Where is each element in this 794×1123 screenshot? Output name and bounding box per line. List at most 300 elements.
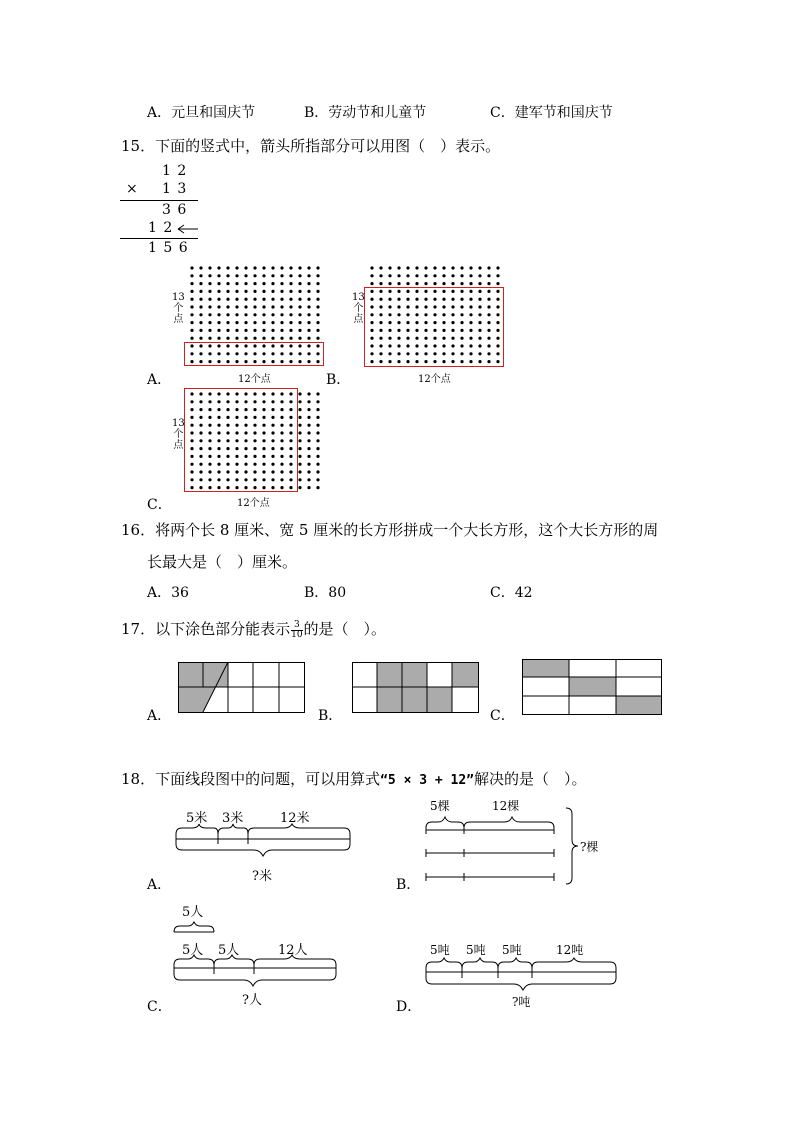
dot — [316, 298, 319, 301]
dot — [298, 400, 301, 403]
dot — [190, 313, 193, 316]
q18-label-a: A． — [147, 877, 172, 893]
option-key: A． — [147, 105, 172, 121]
dot — [424, 282, 427, 285]
dot — [190, 274, 193, 277]
segment-label: 12吨 — [556, 943, 584, 957]
segment-label: 5人 — [182, 943, 204, 958]
dot — [298, 298, 301, 301]
dot — [298, 416, 301, 419]
side-label-c — [172, 418, 185, 451]
dot — [226, 274, 229, 277]
segment-label: 5人 — [182, 905, 204, 920]
segment-label: 5吨 — [430, 943, 450, 957]
dot — [397, 266, 400, 269]
dot — [217, 329, 220, 332]
dot — [262, 321, 265, 324]
dot — [307, 313, 310, 316]
dot — [199, 337, 202, 340]
dot — [316, 400, 319, 403]
vertical-row3: 3 6 — [162, 202, 188, 218]
dot — [307, 274, 310, 277]
dot — [289, 274, 292, 277]
total-label: ?米 — [252, 869, 272, 884]
dot — [415, 274, 418, 277]
dot — [217, 298, 220, 301]
dot — [244, 321, 247, 324]
segment-label: 12米 — [280, 811, 310, 826]
dot — [307, 305, 310, 308]
dot — [235, 329, 238, 332]
total-label: ?棵 — [580, 840, 599, 854]
dot — [298, 424, 301, 427]
total-label: ?吨 — [512, 995, 531, 1009]
segment-label: 3米 — [222, 811, 244, 826]
dot — [244, 313, 247, 316]
dot — [442, 274, 445, 277]
vertical-row4: 1 2 — [148, 220, 174, 236]
dot — [253, 305, 256, 308]
dot — [451, 282, 454, 285]
dot — [226, 282, 229, 285]
dot — [253, 290, 256, 293]
q15-label-b: B． — [326, 372, 351, 388]
dot — [307, 329, 310, 332]
stem-text: 解决的是（ ）。 — [474, 770, 587, 788]
side-label-ge: 个 — [353, 303, 364, 314]
dot — [307, 431, 310, 434]
option-text: 劳动节和儿童节 — [328, 105, 427, 121]
dot — [280, 266, 283, 269]
dot — [379, 274, 382, 277]
dot — [280, 274, 283, 277]
q15-stem: 15．下面的竖式中，箭头所指部分可以用图（ ）表示。 — [121, 137, 501, 155]
dot — [262, 329, 265, 332]
dot — [307, 266, 310, 269]
q18-stem — [121, 768, 587, 789]
dot — [226, 290, 229, 293]
dot — [271, 274, 274, 277]
dot — [271, 266, 274, 269]
dot — [262, 298, 265, 301]
shaded-cell — [616, 696, 662, 715]
dot — [316, 282, 319, 285]
q18-label-c: C． — [147, 999, 172, 1015]
dot — [253, 313, 256, 316]
dot — [496, 274, 499, 277]
dot — [307, 321, 310, 324]
dot — [442, 282, 445, 285]
total-label: ?人 — [242, 993, 262, 1008]
dot — [316, 478, 319, 481]
dot — [316, 439, 319, 442]
dot — [235, 298, 238, 301]
dot — [289, 329, 292, 332]
dot — [226, 329, 229, 332]
dot — [298, 408, 301, 411]
dot — [262, 337, 265, 340]
dot — [379, 282, 382, 285]
q15-label-a: A． — [147, 372, 172, 388]
dot — [217, 313, 220, 316]
option-key: C． — [490, 105, 515, 121]
dot — [316, 463, 319, 466]
dot — [388, 282, 391, 285]
side-label-num: 13 — [172, 292, 185, 303]
option-key: A． — [147, 585, 172, 601]
arrow-left-icon — [176, 222, 200, 236]
q18-diagram-c — [170, 902, 342, 1010]
dot — [307, 282, 310, 285]
dot — [262, 282, 265, 285]
dot — [199, 298, 202, 301]
fraction-numerator: 3 — [291, 621, 302, 631]
dot — [208, 298, 211, 301]
dot — [496, 266, 499, 269]
dot — [235, 274, 238, 277]
dot — [316, 447, 319, 450]
segment-label: 5棵 — [430, 799, 450, 813]
dot — [316, 329, 319, 332]
dot — [469, 266, 472, 269]
segment-label: 5米 — [186, 811, 208, 826]
dot — [190, 305, 193, 308]
q16-stem-line1: 16．将两个长 8 厘米、宽 5 厘米的长方形拼成一个大长方形，这个大长方形的周 — [121, 521, 659, 539]
dot — [217, 266, 220, 269]
dot — [307, 408, 310, 411]
dot — [244, 337, 247, 340]
dot — [253, 321, 256, 324]
q16-stem-line2: 长最大是（ ）厘米。 — [147, 553, 298, 571]
dot — [244, 282, 247, 285]
segment-label: 5吨 — [502, 943, 522, 957]
dot — [217, 305, 220, 308]
dot — [406, 266, 409, 269]
bottom-label-b: 12个点 — [418, 374, 451, 385]
dot — [271, 282, 274, 285]
dot — [316, 337, 319, 340]
dot — [451, 274, 454, 277]
q14-option-a — [147, 102, 255, 122]
dot — [415, 266, 418, 269]
dot — [199, 266, 202, 269]
fraction-denominator: 10 — [291, 629, 303, 640]
dot — [271, 305, 274, 308]
q16-option-b — [304, 582, 346, 602]
side-label-num: 13 — [172, 418, 185, 429]
dot — [316, 274, 319, 277]
dot — [406, 282, 409, 285]
dot — [244, 274, 247, 277]
dot — [442, 266, 445, 269]
dot — [262, 266, 265, 269]
dot — [235, 337, 238, 340]
dot — [388, 266, 391, 269]
dot — [262, 290, 265, 293]
option-text: 42 — [514, 585, 533, 601]
dot — [298, 313, 301, 316]
q18-diagram-d — [420, 938, 624, 1012]
dot — [316, 431, 319, 434]
dot — [307, 392, 310, 395]
q14-option-b — [304, 102, 426, 122]
dot — [307, 400, 310, 403]
dot — [253, 329, 256, 332]
vertical-row2: 1 3 — [162, 181, 188, 197]
shaded-cell — [178, 687, 203, 712]
dot — [235, 321, 238, 324]
dot — [280, 298, 283, 301]
dot — [208, 305, 211, 308]
dot — [316, 305, 319, 308]
q17-label-c: C． — [490, 708, 515, 724]
dot — [262, 274, 265, 277]
bottom-label-c: 12个点 — [237, 498, 270, 509]
dot — [235, 290, 238, 293]
side-label-dian: 点 — [173, 440, 184, 451]
side-label-a — [172, 292, 185, 325]
dot — [478, 274, 481, 277]
q18-label-b: B． — [396, 877, 421, 893]
dot — [316, 416, 319, 419]
dot — [307, 486, 310, 489]
q17-label-b: B． — [318, 708, 343, 724]
dot — [433, 282, 436, 285]
shaded-cell — [452, 662, 478, 687]
dot — [316, 455, 319, 458]
dot — [298, 486, 301, 489]
dot — [208, 274, 211, 277]
side-label-ge: 个 — [173, 429, 184, 440]
dot — [298, 321, 301, 324]
q18-label-d: D． — [396, 999, 422, 1015]
dot — [190, 337, 193, 340]
dot — [253, 337, 256, 340]
q16-option-c — [490, 582, 533, 602]
dot — [316, 392, 319, 395]
shaded-cell — [522, 659, 569, 677]
dot — [298, 329, 301, 332]
dot — [451, 266, 454, 269]
dot — [190, 329, 193, 332]
dot — [217, 321, 220, 324]
dot — [424, 274, 427, 277]
dot — [487, 282, 490, 285]
bottom-label-a: 12个点 — [238, 374, 271, 385]
dot — [298, 463, 301, 466]
dot — [217, 274, 220, 277]
dot — [424, 266, 427, 269]
dot — [190, 266, 193, 269]
dot — [415, 282, 418, 285]
dot — [235, 266, 238, 269]
side-label-dian: 点 — [173, 314, 184, 325]
dot — [280, 329, 283, 332]
dot — [298, 266, 301, 269]
vertical-row5: 1 5 6 — [148, 240, 189, 256]
dot — [262, 305, 265, 308]
highlight-box-c — [184, 388, 298, 492]
q15-label-c: C． — [147, 497, 172, 513]
q17-figure-c — [522, 659, 664, 717]
dot — [460, 266, 463, 269]
dot — [199, 313, 202, 316]
option-text: 80 — [328, 585, 347, 601]
expression: “5 × 3 + 12” — [380, 773, 475, 788]
dot — [289, 290, 292, 293]
vertical-rule-2 — [120, 238, 198, 239]
side-label-b — [352, 292, 365, 325]
dot — [316, 313, 319, 316]
dot — [478, 282, 481, 285]
dot — [307, 439, 310, 442]
dot — [289, 313, 292, 316]
dot — [217, 290, 220, 293]
dot — [253, 266, 256, 269]
dot — [208, 266, 211, 269]
dot — [289, 305, 292, 308]
dot — [280, 290, 283, 293]
dot — [307, 455, 310, 458]
dot — [298, 305, 301, 308]
fraction — [291, 621, 302, 640]
dot — [298, 290, 301, 293]
segment-label: 12棵 — [492, 799, 520, 813]
q17-label-a: A． — [147, 708, 172, 724]
dot — [271, 290, 274, 293]
dot — [253, 298, 256, 301]
dot — [460, 274, 463, 277]
dot — [190, 282, 193, 285]
dot — [208, 329, 211, 332]
dot — [487, 266, 490, 269]
dot — [199, 321, 202, 324]
dot — [271, 337, 274, 340]
dot — [433, 266, 436, 269]
dot — [262, 313, 265, 316]
vertical-row1: 1 2 — [162, 163, 188, 179]
dot — [280, 337, 283, 340]
side-label-ge: 个 — [173, 303, 184, 314]
q18-diagram-b — [420, 796, 620, 888]
dot — [298, 282, 301, 285]
dot — [298, 392, 301, 395]
dot — [226, 305, 229, 308]
dot — [307, 447, 310, 450]
dot — [307, 298, 310, 301]
dot — [190, 290, 193, 293]
dot — [226, 321, 229, 324]
dot — [316, 321, 319, 324]
option-key: B． — [304, 585, 329, 601]
dot — [199, 274, 202, 277]
q17-stem — [121, 618, 386, 640]
dot — [244, 329, 247, 332]
dot — [244, 298, 247, 301]
shaded-cell — [569, 677, 616, 696]
option-text: 建军节和国庆节 — [514, 105, 613, 121]
highlight-box-b — [364, 287, 504, 367]
dot — [316, 408, 319, 411]
dot — [298, 337, 301, 340]
dot — [244, 305, 247, 308]
dot — [199, 329, 202, 332]
dot — [208, 290, 211, 293]
dot — [370, 266, 373, 269]
dot — [244, 266, 247, 269]
side-label-dian: 点 — [353, 314, 364, 325]
dot — [379, 266, 382, 269]
dot — [271, 329, 274, 332]
dot — [298, 447, 301, 450]
dot — [307, 337, 310, 340]
dot — [280, 313, 283, 316]
dot — [190, 321, 193, 324]
dot — [208, 337, 211, 340]
vertical-rule-1 — [120, 200, 198, 201]
dot — [199, 290, 202, 293]
dot — [289, 337, 292, 340]
dot — [226, 337, 229, 340]
dot — [280, 305, 283, 308]
dot — [307, 416, 310, 419]
dot — [316, 486, 319, 489]
dot — [460, 282, 463, 285]
side-label-num: 13 — [352, 292, 365, 303]
stem-text: 17．以下涂色部分能表示 — [121, 620, 291, 638]
dot — [199, 282, 202, 285]
dot — [226, 313, 229, 316]
dot — [190, 298, 193, 301]
dot — [271, 298, 274, 301]
dot — [307, 470, 310, 473]
dot — [316, 470, 319, 473]
dot — [298, 274, 301, 277]
dot — [307, 290, 310, 293]
dot — [316, 290, 319, 293]
dot — [307, 463, 310, 466]
dot — [217, 282, 220, 285]
q14-option-c — [490, 102, 613, 122]
dot — [253, 282, 256, 285]
option-text: 元旦和国庆节 — [171, 105, 256, 121]
segment-label: 12人 — [278, 943, 308, 958]
segment-label: 5人 — [218, 943, 240, 958]
dot — [208, 282, 211, 285]
dot — [289, 282, 292, 285]
dot — [298, 439, 301, 442]
dot — [244, 290, 247, 293]
dot — [217, 337, 220, 340]
q17-figure-b — [352, 662, 480, 714]
dot — [253, 274, 256, 277]
shaded-cell — [427, 687, 452, 712]
dot — [199, 305, 202, 308]
option-text: 36 — [171, 585, 189, 601]
dot — [289, 321, 292, 324]
dot — [397, 274, 400, 277]
segment-label: 5吨 — [466, 943, 486, 957]
dot — [298, 455, 301, 458]
dot — [469, 282, 472, 285]
dot — [316, 266, 319, 269]
dot — [388, 274, 391, 277]
q17-figure-a — [178, 662, 306, 714]
dot — [208, 321, 211, 324]
highlight-box-a — [184, 342, 324, 366]
option-key: C． — [490, 585, 515, 601]
dot — [370, 282, 373, 285]
